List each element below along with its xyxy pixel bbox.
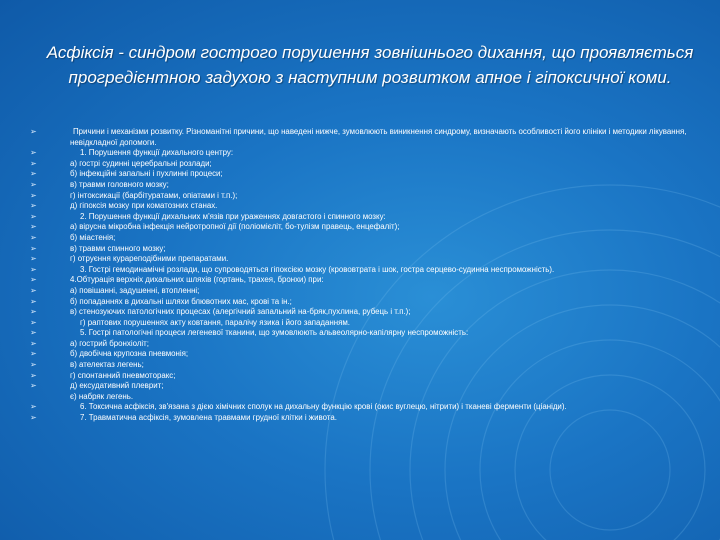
arrow-bullet-icon: ➢ xyxy=(30,285,37,295)
list-item-text: Причини і механізми розвитку. Різноманітні причини, що наведені нижче, зумовлюють виникнення синдрому, визначають особливості його клініки і методики лікування, невідкладної допомоги. xyxy=(70,127,687,147)
list-item xyxy=(30,212,698,223)
list-item xyxy=(30,307,698,318)
list-item-text: г) отруєння курареподібними препаратами. xyxy=(70,254,229,264)
list-item-text: 6. Токсична асфіксія, зв'язана з дією хімічних сполук на дихальну функцію крові (окис вуглецю, нітрити) і тканеві ферменти (ціаніди). xyxy=(80,402,567,412)
list-item xyxy=(30,402,698,413)
list-item-text: 5. Гострі патологічні процеси легеневої тканини, що зумовлюють альвеолярно-капілярну неспроможність: xyxy=(80,328,469,338)
list-item-text: 1. Порушення функції дихального центру: xyxy=(80,148,234,158)
arrow-bullet-icon: ➢ xyxy=(30,264,37,274)
arrow-bullet-icon: ➢ xyxy=(30,381,37,391)
list-item xyxy=(30,180,698,191)
list-item-text: 7. Травматична асфіксія, зумовлена травмами грудної клітки і живота. xyxy=(80,413,337,423)
list-item-text: г) раптових порушеннях акту ковтання, паралічу язика і його западанням. xyxy=(80,317,350,327)
list-item-text: 4.Обтурація верхніх дихальних шляхів (гортань, трахея, бронхи) при: xyxy=(70,275,324,285)
list-item-text: а) гострий бронхіоліт; xyxy=(70,338,149,348)
arrow-bullet-icon: ➢ xyxy=(30,296,37,306)
list-item xyxy=(30,297,698,308)
arrow-bullet-icon: ➢ xyxy=(30,211,37,221)
list-item xyxy=(30,265,698,276)
list-item xyxy=(30,159,698,170)
list-item xyxy=(30,339,698,350)
list-item xyxy=(30,328,698,339)
arrow-bullet-icon: ➢ xyxy=(30,328,37,338)
arrow-bullet-icon: ➢ xyxy=(30,402,37,412)
arrow-bullet-icon: ➢ xyxy=(30,127,37,136)
list-item-text: в) травми головного мозку; xyxy=(70,179,169,189)
arrow-bullet-icon: ➢ xyxy=(30,275,37,285)
arrow-bullet-icon: ➢ xyxy=(30,190,37,200)
arrow-bullet-icon: ➢ xyxy=(30,254,37,264)
list-item xyxy=(30,413,698,424)
list-item-text: б) двобічна крупозна пневмонія; xyxy=(70,349,189,359)
list-item xyxy=(30,254,698,265)
arrow-bullet-icon: ➢ xyxy=(30,222,37,232)
arrow-bullet-icon: ➢ xyxy=(30,232,37,242)
arrow-bullet-icon: ➢ xyxy=(30,148,37,158)
list-item xyxy=(30,244,698,255)
list-item-text: г) спонтанний пневмоторакс; xyxy=(70,370,176,380)
list-item-text: д) ексудативний плеврит; є) набряк легень. xyxy=(70,381,164,401)
arrow-bullet-icon: ➢ xyxy=(30,179,37,189)
arrow-bullet-icon: ➢ xyxy=(30,243,37,253)
list-item xyxy=(30,318,698,329)
arrow-bullet-icon: ➢ xyxy=(30,349,37,359)
list-item xyxy=(30,233,698,244)
list-item xyxy=(30,222,698,233)
list-item-text: в) ателектаз легень; xyxy=(70,360,144,370)
list-item-text: а) гострі судинні церебральні розлади; xyxy=(70,158,212,168)
list-item xyxy=(30,169,698,180)
list-item xyxy=(30,371,698,382)
list-item xyxy=(30,201,698,212)
list-item xyxy=(30,286,698,297)
list-item-text: 3. Гострі гемодинамічні розлади, що супроводяться гіпоксією мозку (крововтрата і шок, гостра серцево-судинна неспроможність). xyxy=(80,264,555,274)
arrow-bullet-icon: ➢ xyxy=(30,360,37,370)
bullet-list xyxy=(30,127,698,424)
list-item xyxy=(30,349,698,360)
arrow-bullet-icon: ➢ xyxy=(30,370,37,380)
list-item-text: а) повішанні, задушенні, втопленні; xyxy=(70,285,200,295)
list-item-text: а) вірусна мікробна інфекція нейротропної дії (поліомієліт, бо-тулізм правець, енцефаліт); xyxy=(70,222,400,232)
arrow-bullet-icon: ➢ xyxy=(30,201,37,211)
list-item-text: б) міастенія; xyxy=(70,232,116,242)
list-item xyxy=(30,360,698,371)
list-item xyxy=(30,275,698,286)
list-item xyxy=(30,127,698,148)
list-item xyxy=(30,148,698,159)
list-item xyxy=(30,191,698,202)
list-item-text: 2. Порушення функції дихальних м'язів при ураженнях довгастого і спинного мозку: xyxy=(80,211,386,221)
list-item xyxy=(30,381,698,402)
arrow-bullet-icon: ➢ xyxy=(30,413,37,423)
arrow-bullet-icon: ➢ xyxy=(30,158,37,168)
arrow-bullet-icon: ➢ xyxy=(30,338,37,348)
arrow-bullet-icon: ➢ xyxy=(30,307,37,317)
list-item-text: г) інтоксикації (барбітуратами, опіатами і т.п.); xyxy=(70,190,238,200)
list-item-text: б) інфекційні запальні і пухлинні процеси; xyxy=(70,169,223,179)
list-item-text: в) травми спинного мозку; xyxy=(70,243,166,253)
list-item-text: в) стенозуючих патологічних процесах (алергічний запальний на-бряк,пухлина, рубець і т.п.); xyxy=(70,307,411,317)
list-item-text: б) попаданнях в дихальні шляхи блювотних мас, крові та ін.; xyxy=(70,296,292,306)
arrow-bullet-icon: ➢ xyxy=(30,169,37,179)
list-item-text: д) гіпоксія мозку при коматозних станах. xyxy=(70,201,218,211)
slide-title: Асфіксія - синдром гострого порушення зовнішнього дихання, що проявляється прогредієнтною задухою з наступним розвитком апное і гіпоксичної коми. xyxy=(46,43,694,87)
arrow-bullet-icon: ➢ xyxy=(30,317,37,327)
